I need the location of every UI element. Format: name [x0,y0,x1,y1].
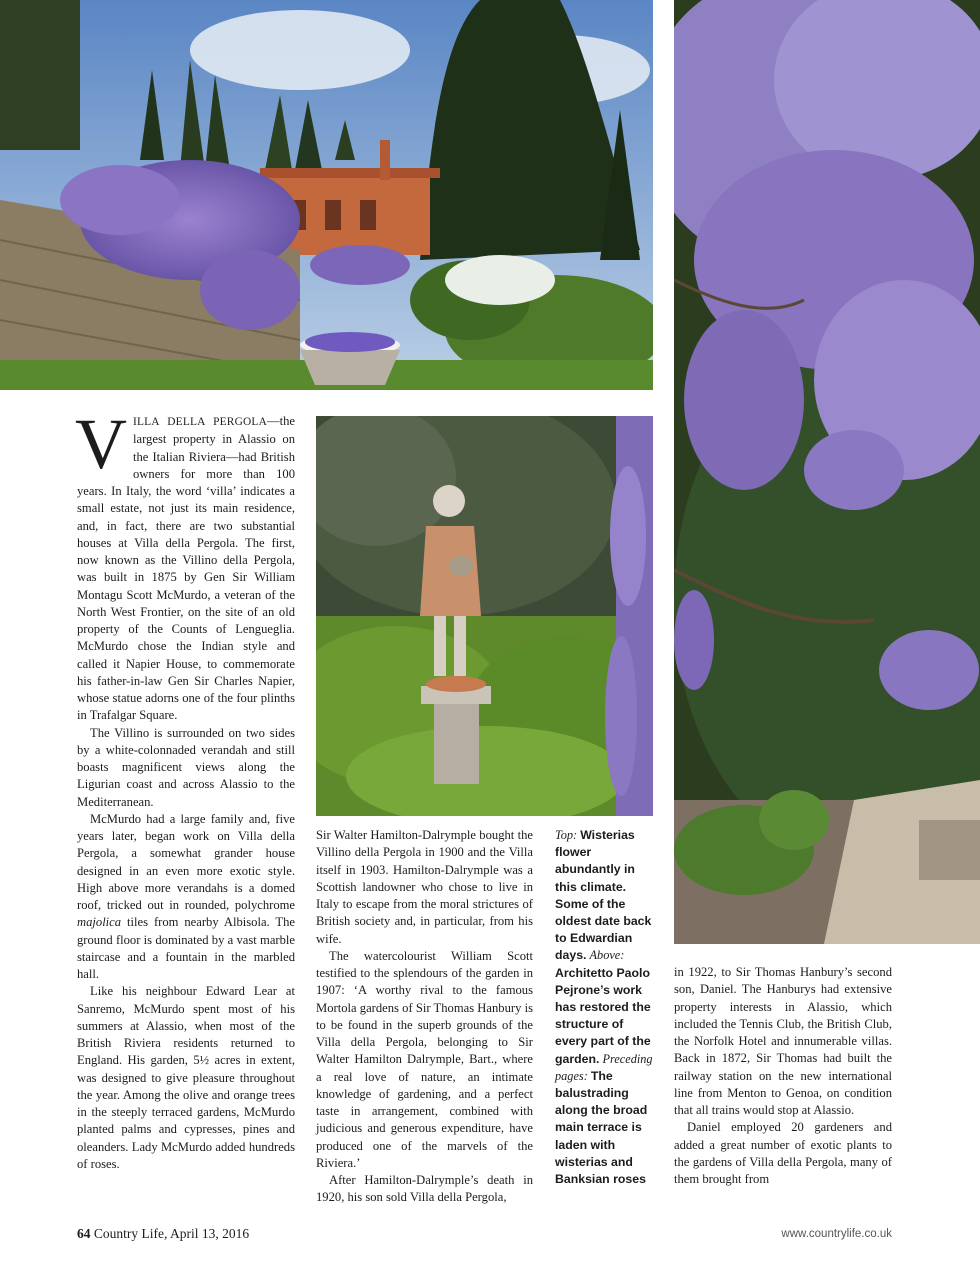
col2-paragraph-1: Sir Walter Hamilton-Dalrymple bought the Villino della Pergola in 1900 and the Villa itself in 1903. Hamilton-Dalrymple was a Scottish landowner who chose to live in Italy to escape from the moral strictures of British society and, in particular, from his wife. [316,828,533,946]
col1-paragraph-4: Like his neighbour Edward Lear at Sanremo, McMurdo spent most of his summers at Alassio, when most of the British Riviera residents returned to England. His garden, 5½ acres in extent, was designed to give pleasure throughout the year. Among the olive and orange trees in the steeply terraced gardens, McMurdo planted palms and cypresses, pines and oleanders. Lady McMurdo added hundreds of roses. [77,984,295,1171]
publication-issue: Country Life, April 13, 2016 [93,1226,250,1241]
top-garden-photo [0,0,653,390]
caption-above-text: Architetto Paolo Pejrone’s work has restored the structure of every part of the garden. [555,965,651,1066]
article-column-4 [674,964,892,1188]
col4-paragraph-1: in 1922, to Sir Thomas Hanbury’s second son, Daniel. The Hanburys had extensive property interests in Alassio, which included the Tennis Club, the British Club, the Norfolk Hotel and innumerable villas. Back in 1872, Sir Thomas had built the railway station on the new international line from Menton to Genoa, on condition that all trains would stop at Alassio. [674,965,892,1117]
page-number: 64 [77,1226,91,1241]
article-column-1 [75,404,295,1173]
statue-garden-photo [316,416,653,816]
photo-caption [555,827,657,1188]
caption-above-label: Above: [589,948,625,963]
website-url: www.countrylife.co.uk [781,1228,892,1240]
caption-top-label: Top: [555,828,578,842]
caption-top-text: Wisterias flower abundantly in this climate. Some of the oldest date back to Edwardian days. [555,828,652,963]
col1-paragraph-2: The Villino is surrounded on two sides by a white-colonnaded verandah and still boasts magnificent views along the Ligurian coast and across Alassio to the Mediterranean. [77,725,295,809]
col4-paragraph-2: Daniel employed 20 gardeners and added a great number of exotic plants to the gardens of Villa della Pergola, many of them brought from [674,1120,892,1186]
page-footer-left [77,1226,249,1242]
article-column-2 [316,827,533,1207]
col2-paragraph-2: The watercolourist William Scott testified to the splendours of the garden in 1907: ‘A worthy rival to the famous Mortola gardens of Sir Thomas Hanbury is to be found in the superb grounds of the Villa della Pergola, belonging to Sir Walter Hamilton Dalrymple, Bart., where a real love of nature, an intimate knowledge of gardening, and a perfect taste in arrangement, combined with judicious and generous expenditure, have produced one of the marvels of the Riviera.’ [316,948,533,1170]
col1-paragraph-1: —the largest property in Alassio on the Italian Riviera—had British owners for more than 100 years. In Italy, the word ‘villa’ indicates a small estate, not just its main residence, and, in fact, there are two substantial houses at Villa della Pergola. The first, now known as the Villino della Pergola, was built in 1875 by Gen Sir William Montagu Scott McMurdo, a veteran of the North West Frontier, on the site of an old property of the Counts of Lengueglia. McMurdo chose the Indian style and called it Napier House, to commemorate his father-in-law Gen Sir Charles Napier, whose statue adorns one of the four plinths in Trafalgar Square. [77,414,295,723]
lead-in-smallcaps: ILLA DELLA PERGOLA [133,416,268,428]
wisteria-wall-photo [674,0,980,944]
drop-cap: V [75,404,127,484]
col2-paragraph-3: After Hamilton-Dalrymple’s death in 1920, his son sold Villa della Pergola, [316,1173,533,1205]
caption-preceding-text: The balustrading along the broad main terrace is laden with wisterias and Banksian roses [555,1068,648,1187]
caption-preceding-label: Preceding pages: [555,1051,653,1083]
col1-paragraph-3: McMurdo had a large family and, five years later, began work on Villa della Pergola, a somewhat grander house designed in an even more exotic style. High above more verandahs is a domed roof, tricked out in rounded, polychrome majolica tiles from nearby Albisola. The ground floor is dominated by a vast marble staircase and a fountain in the marbled hall. [77,811,295,981]
